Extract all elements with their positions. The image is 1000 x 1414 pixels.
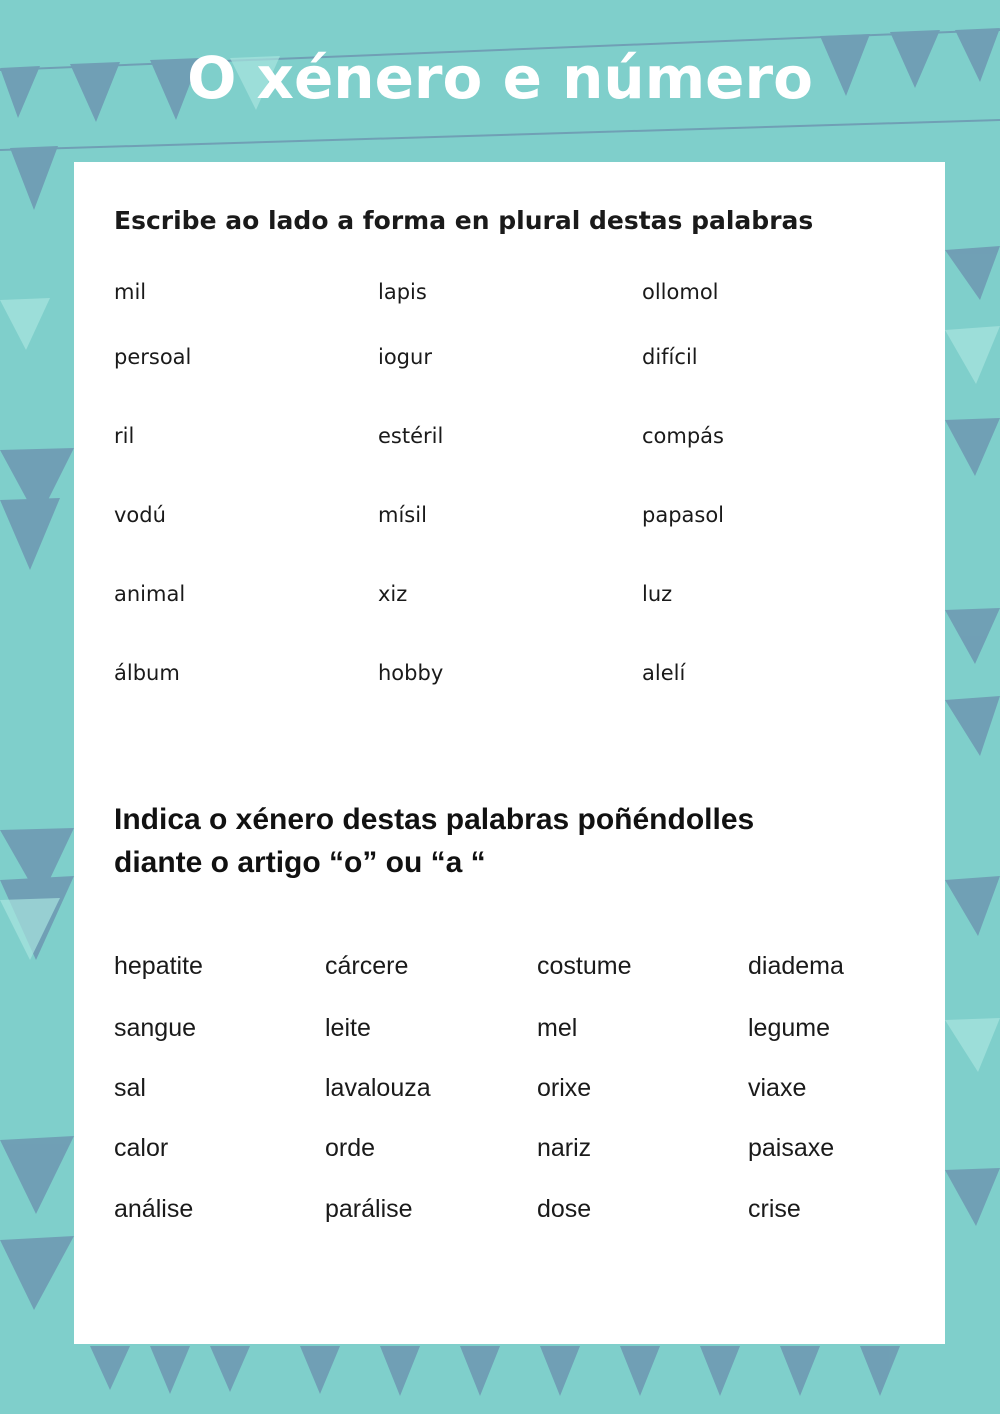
section2-heading-line2: diante o artigo “o” ou “a “ — [114, 846, 486, 879]
section1-heading: Escribe ao lado a forma en plural destas palabras — [114, 206, 814, 235]
word-item: crise — [748, 1195, 801, 1223]
word-item: iogur — [378, 345, 432, 369]
page-title: O xénero e número — [187, 44, 813, 112]
word-item: estéril — [378, 424, 444, 448]
word-item: mil — [114, 280, 147, 304]
word-item: costume — [537, 952, 632, 980]
word-item: papasol — [642, 503, 725, 527]
worksheet-card — [74, 162, 945, 1344]
word-item: orde — [325, 1134, 376, 1162]
word-item: mel — [537, 1014, 578, 1042]
word-item: difícil — [642, 345, 698, 369]
word-item: hobby — [378, 661, 444, 685]
word-item: parálise — [325, 1195, 413, 1223]
word-item: nariz — [537, 1134, 592, 1162]
word-item: sangue — [114, 1014, 197, 1042]
word-item: paisaxe — [748, 1134, 835, 1162]
word-item: orixe — [537, 1074, 592, 1102]
word-item: ril — [114, 424, 135, 448]
word-item: cárcere — [325, 952, 409, 980]
word-item: álbum — [114, 661, 180, 685]
word-item: xiz — [378, 582, 408, 606]
word-item: diadema — [748, 952, 844, 980]
word-item: animal — [114, 582, 186, 606]
word-item: leite — [325, 1014, 371, 1042]
word-item: mísil — [378, 503, 427, 527]
word-item: lavalouza — [325, 1074, 431, 1102]
word-item: sal — [114, 1074, 146, 1102]
word-item: persoal — [114, 345, 192, 369]
word-item: lapis — [378, 280, 427, 304]
word-item: viaxe — [748, 1074, 807, 1102]
word-item: luz — [642, 582, 673, 606]
word-item: hepatite — [114, 952, 203, 980]
word-item: dose — [537, 1195, 592, 1223]
word-item: compás — [642, 424, 724, 448]
section2-heading-line1: Indica o xénero destas palabras poñéndolles — [114, 803, 755, 836]
word-item: legume — [748, 1014, 830, 1042]
word-item: calor — [114, 1134, 169, 1162]
word-item: ollomol — [642, 280, 719, 304]
word-item: análise — [114, 1195, 194, 1223]
section2-heading — [114, 798, 874, 884]
word-item: alelí — [642, 661, 686, 685]
word-item: vodú — [114, 503, 166, 527]
